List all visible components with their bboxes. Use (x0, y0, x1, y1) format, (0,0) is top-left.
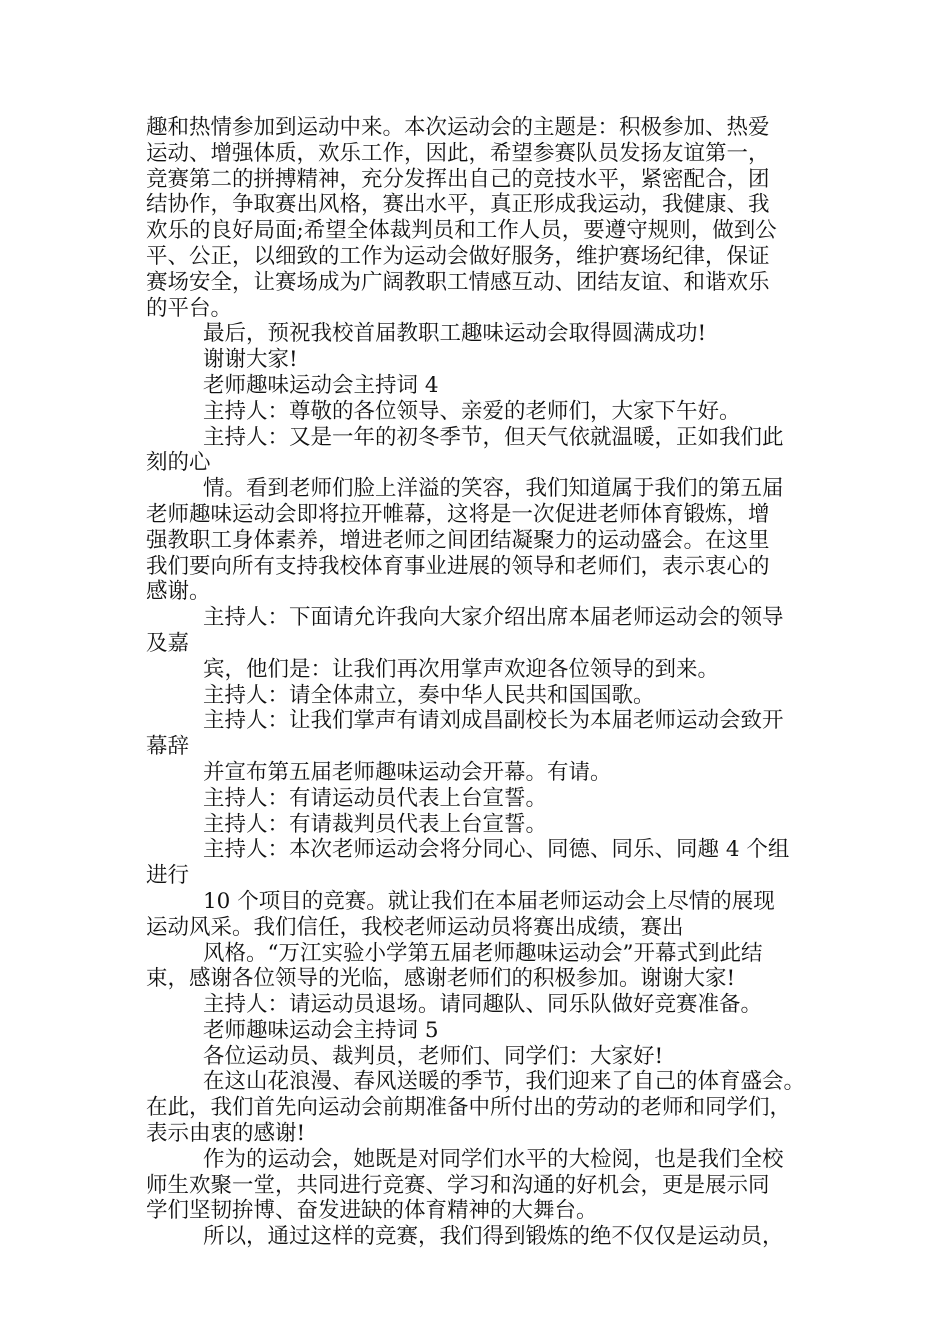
text-line: 主持人：请运动员退场。请同趣队、同乐队做好竞赛准备。 (203, 992, 763, 1018)
text-line: 主持人：又是一年的初冬季节，但天气依就温暖，正如我们此 (203, 424, 784, 450)
text-line: 结协作，争取赛出风格，赛出水平，真正形成我运动，我健康、我 (146, 192, 770, 218)
text-line: 主持人：请全体肃立，奏中华人民共和国国歌。 (203, 682, 655, 708)
text-line: 在此，我们首先向运动会前期准备中所付出的劳动的老师和同学们， (146, 1095, 792, 1121)
text-line: 运动风采。我们信任，我校老师运动员将赛出成绩，赛出 (146, 914, 684, 940)
text-line: 谢谢大家! (203, 347, 298, 373)
text-line: 10 个项目的竞赛。就让我们在本届老师运动会上尽情的展现 (203, 888, 775, 914)
text-line: 宾，他们是：让我们再次用掌声欢迎各位领导的到来。 (203, 656, 720, 682)
document-body (146, 115, 821, 1250)
text-line: 主持人：让我们掌声有请刘成昌副校长为本届老师运动会致开 (203, 708, 784, 734)
text-line: 老师趣味运动会主持词 5 (203, 1017, 439, 1043)
text-line: 主持人：有请运动员代表上台宣誓。 (203, 785, 548, 811)
text-line: 我们要向所有支持我校体育事业进展的领导和老师们，表示衷心的 (146, 553, 770, 579)
text-line: 作为的运动会，她既是对同学们水平的大检阅，也是我们全校 (203, 1146, 784, 1172)
text-line: 师生欢聚一堂，共同进行竞赛、学习和沟通的好机会，更是展示同 (146, 1172, 770, 1198)
text-line: 及嘉 (146, 630, 190, 656)
text-line: 刻的心 (146, 450, 211, 476)
text-line: 主持人：本次老师运动会将分同心、同德、同乐、同趣 4 个组 (203, 837, 790, 863)
text-line: 主持人：尊敬的各位领导、亲爱的老师们，大家下午好。 (203, 398, 741, 424)
text-line: 欢乐的良好局面;希望全体裁判员和工作人员，要遵守规则，做到公 (146, 218, 777, 244)
text-line: 进行 (146, 863, 190, 889)
text-line: 趣和热情参加到运动中来。本次运动会的主题是：积极参加、热爱 (146, 115, 770, 140)
text-line: 感谢。 (146, 579, 211, 605)
text-line: 在这山花浪漫、春风送暖的季节，我们迎来了自己的体育盛会。 (203, 1069, 806, 1095)
text-line: 表示由衷的感谢! (146, 1121, 306, 1147)
text-line: 情。看到老师们脸上洋溢的笑容，我们知道属于我们的第五届 (203, 476, 784, 502)
text-line: 学们坚韧拚博、奋发进缺的体育精神的大舞台。 (146, 1198, 598, 1224)
text-line: 主持人：下面请允许我向大家介绍出席本届老师运动会的领导 (203, 605, 784, 631)
text-line: 所以，通过这样的竞赛，我们得到锻炼的绝不仅仅是运动员， (203, 1224, 784, 1250)
text-line: 的平台。 (146, 295, 233, 321)
text-line: 赛场安全，让赛场成为广阔教职工情感互动、团结友谊、和谐欢乐 (146, 269, 770, 295)
text-line: 平、公正，以细致的工作为运动会做好服务，维护赛场纪律，保证 (146, 243, 770, 269)
text-line: 风格。“万江实验小学第五届老师趣味运动会”开幕式到此结 (203, 940, 763, 966)
text-line: 运动、增强体质，欢乐工作，因此，希望参赛队员发扬友谊第一， (146, 140, 770, 166)
text-line: 老师趣味运动会主持词 4 (203, 372, 439, 398)
text-line: 各位运动员、裁判员，老师们、同学们：大家好! (203, 1043, 664, 1069)
text-line: 竞赛第二的拼搏精神，充分发挥出自己的竞技水平，紧密配合，团 (146, 166, 770, 192)
text-line: 并宣布第五届老师趣味运动会开幕。有请。 (203, 759, 612, 785)
text-line: 幕辞 (146, 734, 190, 760)
text-line: 强教职工身体素养，增进老师之间团结凝聚力的运动盛会。在这里 (146, 527, 770, 553)
text-line: 最后，预祝我校首届教职工趣味运动会取得圆满成功! (203, 321, 707, 347)
text-line: 束，感谢各位领导的光临，感谢老师们的积极参加。谢谢大家! (146, 966, 736, 992)
text-line: 主持人：有请裁判员代表上台宣誓。 (203, 811, 548, 837)
text-line: 老师趣味运动会即将拉开帷幕，这将是一次促进老师体育锻炼，增 (146, 501, 770, 527)
